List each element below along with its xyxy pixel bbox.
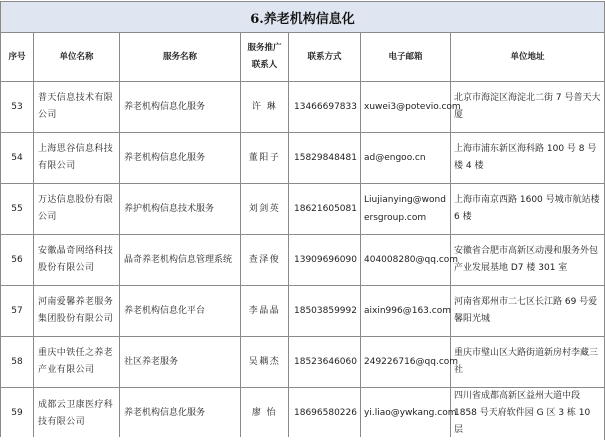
unit-address: 上海市南京西路 1600 号城市航站楼 6 楼	[451, 184, 605, 235]
row-number: 54	[1, 133, 34, 184]
row-number: 59	[1, 388, 34, 440]
organization-table	[0, 1, 605, 440]
contact-person: 李晶晶	[241, 286, 289, 337]
unit-name: 上海思谷信息科技有限公司	[34, 133, 120, 184]
header-no: 序号	[1, 33, 34, 82]
service-name: 社区养老服务	[120, 337, 241, 388]
contact-phone: 13909696090	[289, 235, 361, 286]
unit-address: 安徽省合肥市高新区动漫和服务外包产业发展基地 D7 楼 301 室	[451, 235, 605, 286]
unit-name: 万达信息股份有限公司	[34, 184, 120, 235]
table-row	[1, 235, 605, 286]
unit-address: 上海市浦东新区海科路 100 号 8 号楼 4 楼	[451, 133, 605, 184]
unit-address: 河南省郑州市二七区长江路 69 号爱馨阳光城	[451, 286, 605, 337]
header-person-line1: 服务推广	[247, 43, 282, 53]
unit-address: 重庆市璧山区大路街道新房村李藏三社	[451, 337, 605, 388]
contact-phone: 15829848481	[289, 133, 361, 184]
contact-person: 廖 怡	[241, 388, 289, 440]
contact-person: 董阳子	[241, 133, 289, 184]
row-number: 55	[1, 184, 34, 235]
header-person-line2: 联系人	[251, 60, 278, 70]
unit-name: 成都云卫康医疗科技有限公司	[34, 388, 120, 440]
contact-phone: 18696580226	[289, 388, 361, 440]
service-name: 养老机构信息化服务	[120, 82, 241, 133]
unit-name: 安徽晶奇网络科技股份有限公司	[34, 235, 120, 286]
header-contact: 联系方式	[289, 33, 361, 82]
table-row	[1, 82, 605, 133]
contact-phone: 18523646060	[289, 337, 361, 388]
email-address[interactable]: 249226716@qq.com	[361, 337, 451, 388]
contact-person: 查泽俊	[241, 235, 289, 286]
header-unit: 单位名称	[34, 33, 120, 82]
email-address[interactable]: yi.liao@ywkang.com	[361, 388, 451, 440]
row-number: 57	[1, 286, 34, 337]
email-address[interactable]: 404008280@qq.com	[361, 235, 451, 286]
header-service: 服务名称	[120, 33, 241, 82]
table-row	[1, 388, 605, 440]
table-row	[1, 337, 605, 388]
header-address: 单位地址	[451, 33, 605, 82]
contact-phone: 18621605081	[289, 184, 361, 235]
row-number: 58	[1, 337, 34, 388]
section-title-row	[1, 2, 605, 33]
section-title: 6.养老机构信息化	[1, 2, 605, 33]
email-address[interactable]: xuwei3@potevio.com	[361, 82, 451, 133]
row-number: 53	[1, 82, 34, 133]
contact-person: 吴耦杰	[241, 337, 289, 388]
table-row	[1, 184, 605, 235]
unit-address: 北京市海淀区海淀北二街 7 号普天大厦	[451, 82, 605, 133]
table-header-row	[1, 33, 605, 82]
contact-person: 刘剑英	[241, 184, 289, 235]
service-name: 养老机构信息化平台	[120, 286, 241, 337]
service-name: 养老机构信息化服务	[120, 388, 241, 440]
contact-phone: 18503859992	[289, 286, 361, 337]
page-bottom-edge	[0, 437, 604, 443]
table-row	[1, 286, 605, 337]
unit-name: 普天信息技术有限公司	[34, 82, 120, 133]
service-name: 养老机构信息化服务	[120, 133, 241, 184]
service-name: 晶奇养老机构信息管理系统	[120, 235, 241, 286]
contact-phone: 13466697833	[289, 82, 361, 133]
contact-person: 许 琳	[241, 82, 289, 133]
unit-name: 河南爱馨养老服务集团股份有限公司	[34, 286, 120, 337]
table-row	[1, 133, 605, 184]
email-address[interactable]: ad@engoo.cn	[361, 133, 451, 184]
unit-name: 重庆中铁任之养老产业有限公司	[34, 337, 120, 388]
email-address[interactable]: aixin996@163.com	[361, 286, 451, 337]
header-email: 电子邮箱	[361, 33, 451, 82]
row-number: 56	[1, 235, 34, 286]
header-person	[241, 33, 289, 82]
unit-address: 四川省成都高新区益州大道中段 1858 号天府软件园 G 区 3 栋 10 层	[451, 388, 605, 440]
email-address[interactable]: Liujianying@wondersgroup.com	[361, 184, 451, 235]
service-name: 养护机构信息技术服务	[120, 184, 241, 235]
